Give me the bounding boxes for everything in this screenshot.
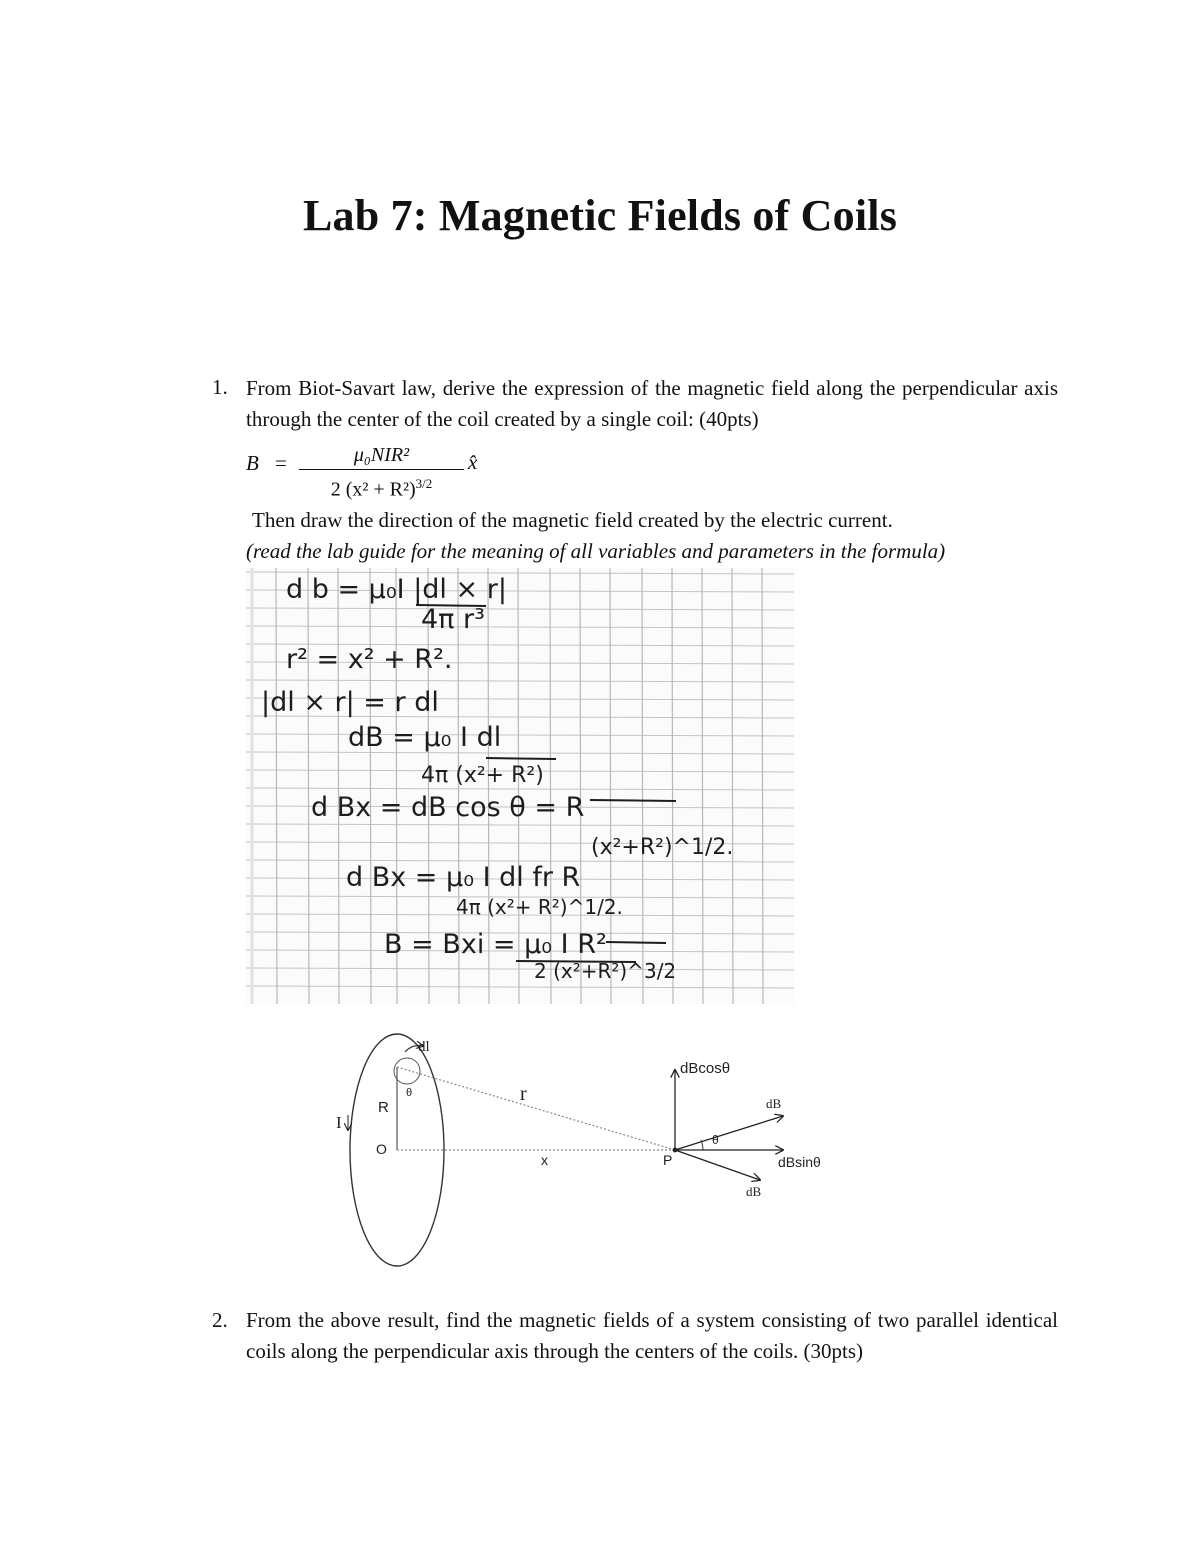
label-theta-top: θ [406,1087,413,1099]
label-r: r [520,1083,527,1105]
formula-numerator: μ₀NIR² [353,444,410,466]
hw-line-10: 4π (x²+ R²)^1/2. [456,895,623,919]
hw-line-3: r² = x² + R². [286,644,453,675]
hw-line-8: (x²+R²)^1/2. [591,835,734,860]
label-dBsin: dBsinθ [778,1154,821,1170]
formula-equals: = [275,451,287,475]
question-1-number: 1. [212,375,228,399]
hw-line-2: 4π r³ [421,604,485,635]
question-2-text: From the above result, find the magnetic fields of a system consisting of two parallel identical coils along the perpendicular axis through the centers of the coils. (30pts) [246,1308,1058,1363]
dB-upper-arrow [675,1116,783,1150]
hw-line-1: d b = μ₀I |dl × r| [286,574,507,605]
hw-line-6: 4π (x²+ R²) [421,763,544,788]
formula-lhs: B [246,451,259,475]
formula-denominator: 2 (x² + R²) [330,478,416,501]
hw-line-12: 2 (x²+R²)^3/2 [534,959,677,983]
coil-field-diagram [330,1030,850,1270]
point-P [673,1148,678,1153]
label-dBcos: dBcosθ [680,1060,731,1077]
dB-lower-arrow [675,1150,760,1180]
label-dl: dl [418,1039,430,1055]
coil-diagram-svg [330,1030,850,1270]
document-title: Lab 7: Magnetic Fields of Coils [302,191,898,240]
hw-line-9: d Bx = μ₀ I dl fr R [346,862,581,893]
question-2-number: 2. [212,1308,228,1332]
question-1-followup: Then draw the direction of the magnetic field created by the electric current. [252,508,893,532]
distance-r-line [397,1067,675,1150]
label-O: O [376,1141,387,1157]
handwritten-derivation-photo [246,568,794,1004]
label-theta-p: θ [712,1133,719,1147]
current-element-circle [394,1058,420,1084]
grid-paper-svg [246,568,794,1004]
question-1-note: (read the lab guide for the meaning of all variables and parameters in the formula) [246,539,946,563]
formula-fraction [299,442,464,503]
label-dB-upper: dB [766,1096,782,1111]
formula-unit-vector: x̂ [468,450,478,474]
label-P: P [663,1152,673,1168]
hw-line-7: d Bx = dB cos θ = R [311,792,585,823]
label-R: R [378,1099,389,1116]
hw-line-5: dB = μ₀ I dl [348,722,502,753]
hw-line-4: |dl × r| = r dl [261,687,439,718]
label-I: I [336,1113,342,1132]
question-1-text: From Biot-Savart law, derive the expression of the magnetic field along the perpendicular axis through the center of the coil created by a single coil: (40pts) [246,376,1058,431]
label-x: x [541,1152,548,1168]
fraction-bar [299,469,464,470]
hw-line-11: B = Bxi = μ₀ I R² [384,929,607,960]
formula-exponent: 3/2 [415,476,433,491]
label-dB-lower: dB [746,1184,762,1199]
formula-denominator-wrap [299,471,464,503]
